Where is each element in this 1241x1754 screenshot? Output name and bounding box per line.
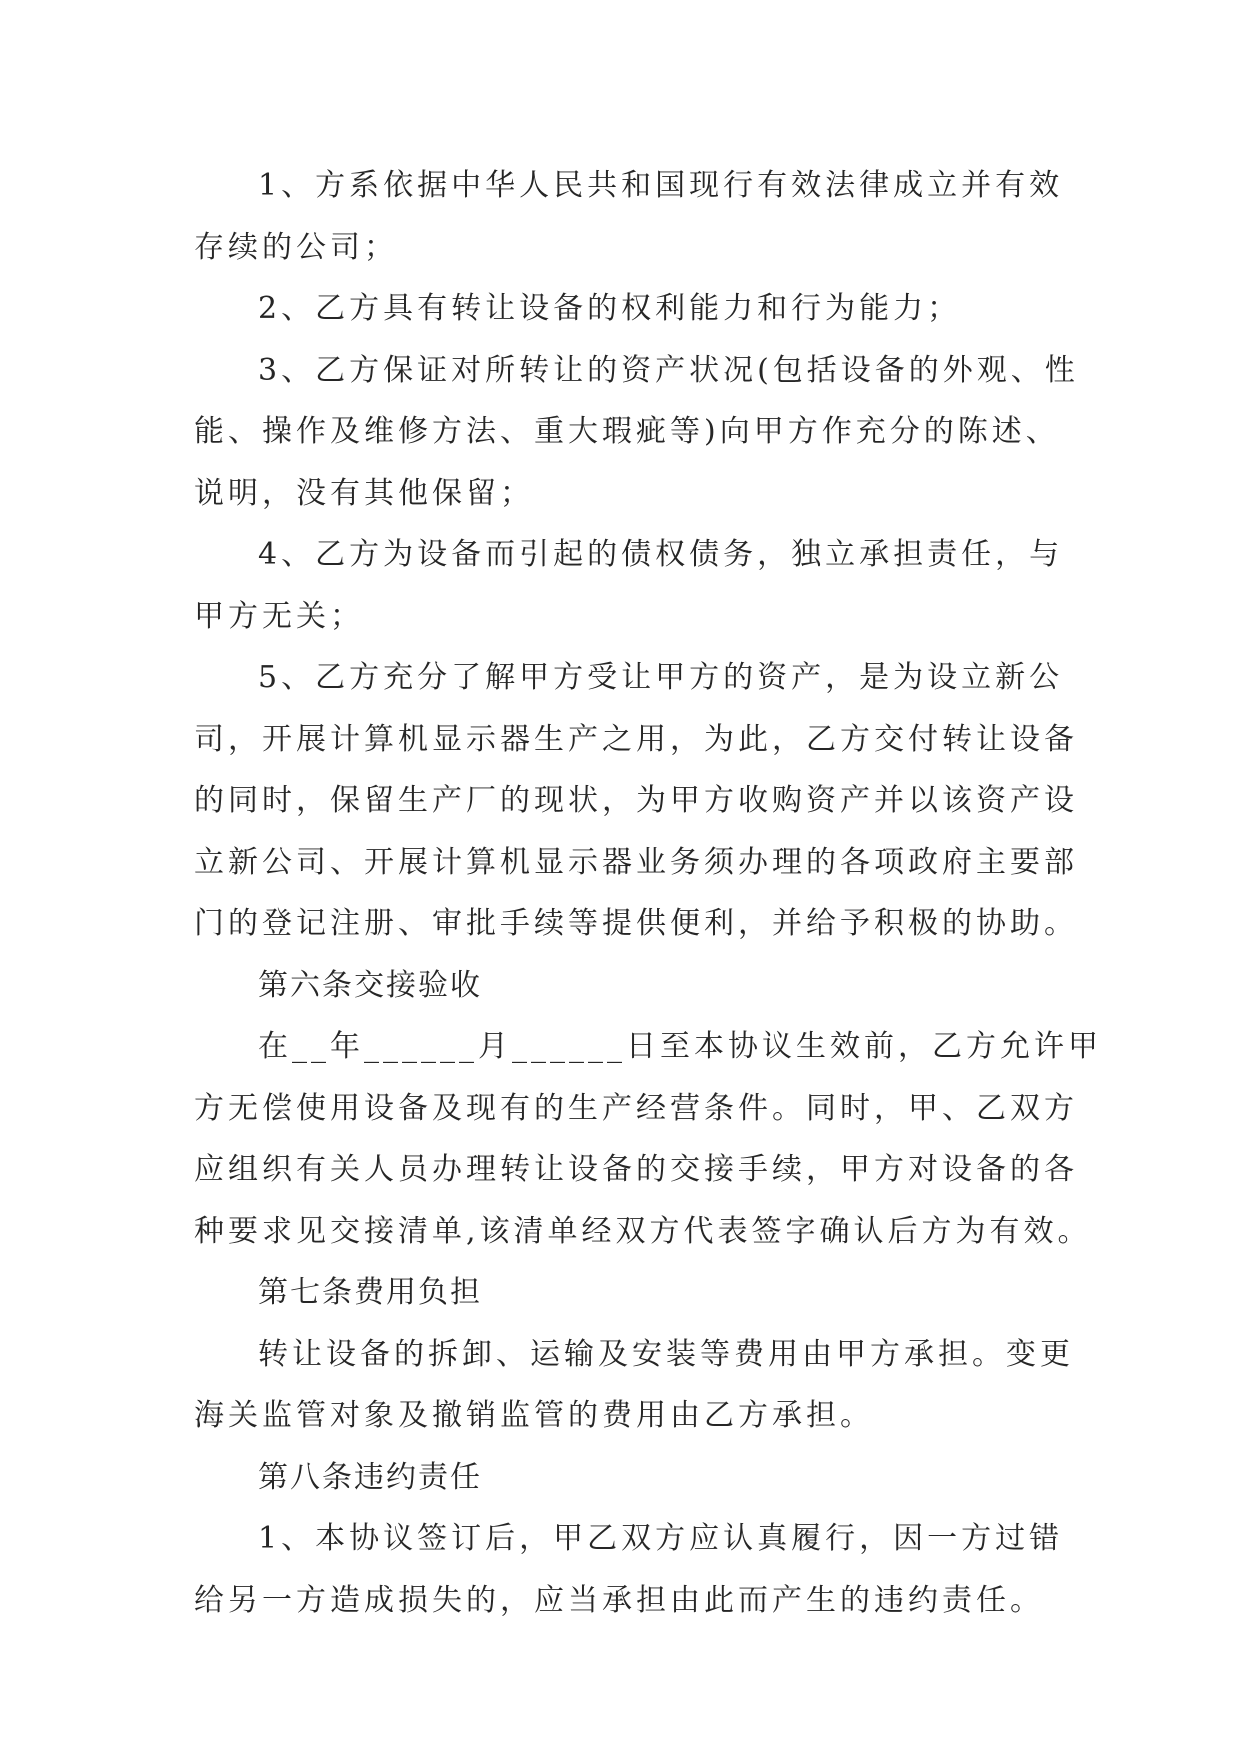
section-heading-article-7: 第七条费用负担 [258,1275,482,1310]
article-7-line-2: 海关监管对象及撤销监管的费用由乙方承担。 [194,1398,874,1433]
article-8-line-1: 1、本协议签订后，甲乙双方应认真履行，因一方过错 [258,1521,1064,1556]
clause-4-line-2: 甲方无关； [194,598,364,634]
article-6-line-4: 种要求见交接清单,该清单经双方代表签字确认后方为有效。 [194,1213,1092,1249]
article-6-line-1: 在__年______月______日至本协议生效前，乙方允许甲 [258,1029,1102,1064]
clause-3-line-1: 3、乙方保证对所转让的资产状况(包括设备的外观、性 [258,352,1079,388]
clause-5-line-4: 立新公司、开展计算机显示器业务须办理的各项政府主要部 [194,844,1078,880]
clause-3-line-3: 说明，没有其他保留； [194,475,534,511]
clause-2-line-1: 2、乙方具有转让设备的权利能力和行为能力； [258,291,962,326]
article-8-line-2: 给另一方造成损失的，应当承担由此而产生的违约责任。 [194,1582,1044,1618]
section-heading-article-6: 第六条交接验收 [258,967,482,1003]
document-body [194,155,1102,1631]
article-6-line-3: 应组织有关人员办理转让设备的交接手续，甲方对设备的各 [194,1152,1078,1187]
clause-5-line-2: 司，开展计算机显示器生产之用，为此，乙方交付转让设备 [194,721,1078,757]
article-7-line-1: 转让设备的拆卸、运输及安装等费用由甲方承担。变更 [258,1336,1074,1372]
clause-3-line-2: 能、操作及维修方法、重大瑕疵等)向甲方作充分的陈述、 [194,414,1060,449]
clause-5-line-3: 的同时，保留生产厂的现状，为甲方收购资产并以该资产设 [194,783,1078,818]
clause-4-line-1: 4、乙方为设备而引起的债权债务，独立承担责任，与 [258,537,1064,572]
clause-5-line-5: 门的登记注册、审批手续等提供便利，并给予积极的协助。 [194,906,1078,941]
article-6-line-2: 方无偿使用设备及现有的生产经营条件。同时，甲、乙双方 [194,1090,1078,1126]
clause-1-line-2: 存续的公司； [194,229,398,265]
section-heading-article-8: 第八条违约责任 [258,1459,482,1495]
clause-5-line-1: 5、乙方充分了解甲方受让甲方的资产，是为设立新公 [258,660,1064,695]
clause-1-line-1: 1、方系依据中华人民共和国现行有效法律成立并有效 [258,168,1064,203]
